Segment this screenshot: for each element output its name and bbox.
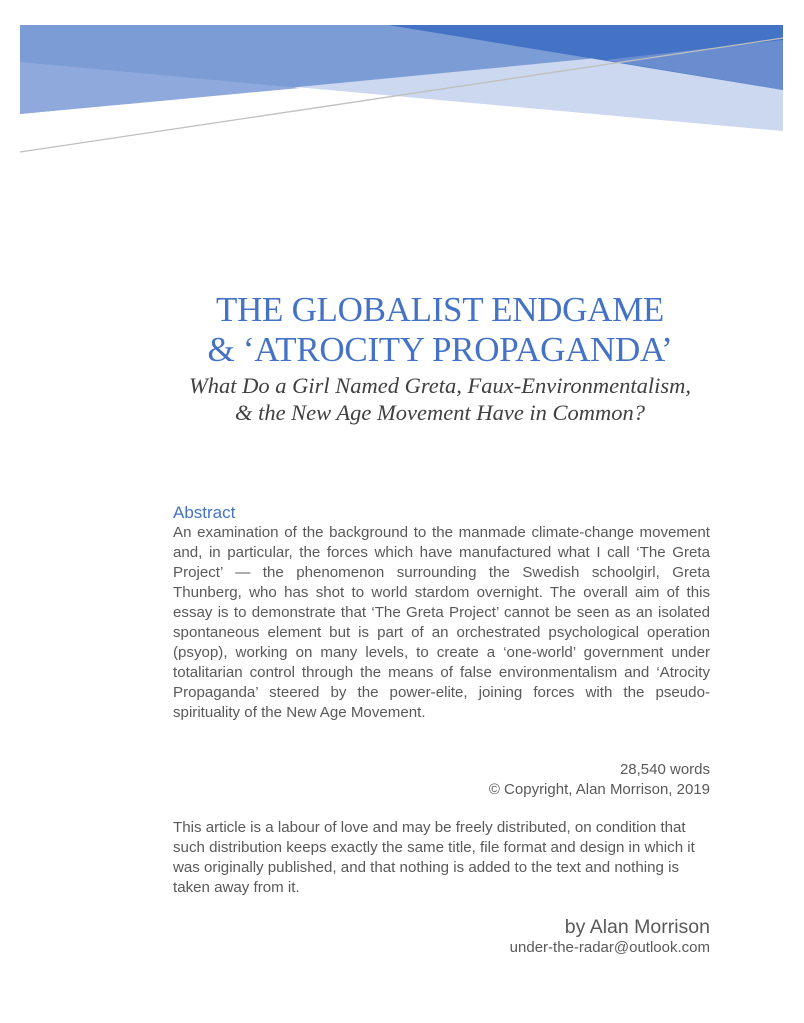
abstract-heading: Abstract bbox=[173, 503, 236, 522]
license-text: This article is a labour of love and may be freely distributed, on condition that such distribution keeps exactly the same title, file format and design in which it was originally published, and that nothing is added to the text and nothing is taken away from it. bbox=[173, 819, 695, 896]
document-subtitle bbox=[160, 372, 720, 426]
document-meta bbox=[173, 760, 710, 800]
subtitle-line-1: What Do a Girl Named Greta, Faux-Environmentalism, bbox=[188, 373, 692, 398]
word-count: 28,540 words bbox=[619, 761, 710, 778]
title-line-2: & ‘ATROCITY PROPAGANDA’ bbox=[207, 330, 673, 369]
copyright-notice: © Copyright, Alan Morrison, 2019 bbox=[488, 781, 710, 798]
author-email[interactable]: under-the-radar@outlook.com bbox=[509, 939, 710, 956]
subtitle-line-2: & the New Age Movement Have in Common? bbox=[234, 400, 646, 425]
document-title bbox=[160, 290, 720, 370]
title-line-1: THE GLOBALIST ENDGAME bbox=[215, 290, 665, 329]
abstract-text: An examination of the background to the manmade climate-change movement and, in particular, the forces which have manufactured what I call ‘The Greta Project’ — the phenomenon surrounding the Swedish schoolgirl, Greta Thunberg, who has shot to world stardom overnight. The overall aim of this essay is to demonstrate that ‘The Greta Project’ cannot be seen as an isolated spontaneous element but is part of an orchestrated psychological operation (psyop), working on many levels, to create a ‘one-world’ government under totalitarian control through the means of false environmentalism and ‘Atrocity Propaganda’ steered by the power-elite, joining forces with the pseudo-spirituality of the New Age Movement. bbox=[173, 524, 710, 721]
document-body bbox=[173, 503, 710, 958]
header-banner bbox=[0, 0, 804, 170]
title-block bbox=[160, 290, 720, 426]
author-byline: by Alan Morrison bbox=[564, 916, 710, 938]
